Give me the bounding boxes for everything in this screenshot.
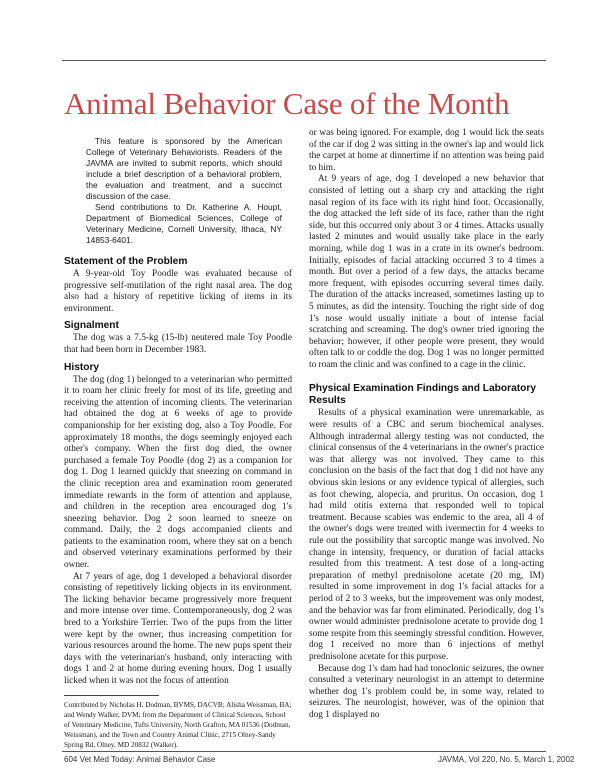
footer-page-info: 604 Vet Med Today: Animal Behavior Case (64, 755, 216, 764)
top-rule (62, 60, 546, 61)
physical-exam-paragraph-2: Because dog 1's dam had had tonoclonic seizures, the owner consulted a veterinary neurologist in an attempt to determine whether dog 1's problem could be, in some way, related to seizures. The neurologist, however, was of the opinion that dog 1 displayed no (309, 663, 544, 720)
signalment-text: The dog was a 7.5-kg (15-lb) neutered male Toy Poodle that had been born in December 1983. (64, 333, 292, 355)
contributor-note (64, 700, 292, 751)
contributor-separator (64, 695, 159, 696)
contributor-text: Contributed by Nicholas H. Dodman, BVMS, DACVB; Alisha Weissman, BA; and Wendy Walker, DVM; from the Department of Clinical Sciences, School of Veterinary Medicine, Tufts University, North Grafton, MA 01536 (Dodman, Weissman), and the Town and Country Animal Clinic, 2715 Olney-Sandy Spring Rd, Olney, MD 20832 (Walker). (64, 700, 292, 750)
history-paragraph-2: At 7 years of age, dog 1 developed a behavioral disorder consisting of repetitively licking objects in its environment. The licking behavior became progressively more frequent and more intense over time. Contemporaneously, dog 2 was bred to a Yorkshire Terrier. Two of the pups from the litter were kept by the owner, thus increasing competition for various resources around the home. The new pups spent their days with the veterinarian's husband, only interacting with dogs 1 and 2 at home during evening hours. Dog 1 usually licked when it was not the focus of attention (64, 571, 292, 686)
statement-heading: Statement of the Problem (64, 256, 188, 267)
statement-text: A 9-year-old Toy Poodle was evaluated because of progressive self-mutilation of the right nasal area. The dog also had a history of repetitive licking of items in its environment. (64, 269, 292, 314)
page-title: Animal Behavior Case of the Month (64, 86, 510, 121)
sponsor-paragraph-1: This feature is sponsored by the American College of Veterinary Behaviorists. Readers of the JAVMA are invited to submit reports, which should include a brief description of a behavioral problem, the evaluation and treatment, and a succinct discussion of the case. (86, 136, 282, 201)
history-paragraph-1: The dog (dog 1) belonged to a veterinarian who permitted it to roam her clinic freely for most of its life, greeting and receiving the attention of incoming clients. The veterinarian had obtained the dog at 6 weeks of age to provide companionship for her existing dog, also a Toy Poodle. For approximately 18 months, the dogs seemingly enjoyed each other's company. When the first dog died, the owner purchased a female Toy Poodle (dog 2) as a companion for dog 1. Dog 1 learned quickly that sneezing on command in the clinic reception area and examination room generated immediate rewards in the form of attention and applause, and children in the reception area encouraged dog 1's sneezing behavior. Dog 2 soon learned to sneeze on command. Daily, the 2 dogs accompanied clients and patients to the examination room, where they sat on a bench and observed veterinary examinations performed by their owner. (64, 374, 292, 571)
right-column (309, 128, 544, 722)
bottom-rule (62, 751, 546, 752)
sponsor-paragraph-2: Send contributions to Dr. Katherine A. Houpt, Department of Biomedical Sciences, College of Veterinary Medicine, Cornell University, Ithaca, NY 14853-6401. (86, 202, 282, 245)
signalment-heading: Signalment (64, 320, 119, 332)
sponsor-note (64, 136, 292, 246)
footer-journal-info: JAVMA, Vol 220, No. 5, March 1, 2002 (438, 755, 575, 764)
left-column (64, 136, 292, 751)
history-heading: History (64, 361, 100, 373)
history-continued-paragraph: or was being ignored. For example, dog 1 would lick the seats of the car if dog 2 was sitting in the owner's lap and would lick the carpet at home at dinnertime if no attention was being paid to him. (309, 128, 544, 173)
physical-exam-paragraph-1: Results of a physical examination were unremarkable, as were results of a CBC and serum biochemical analyses. Although intradermal allergy testing was not conducted, the clinical consensus of the 4 veterinarians in the owner's practice was that allergy was not involved. They came to this conclusion on the basis of the fact that dog 1 did not have any obvious skin lesions or any evidence typical of allergies, such as foot chewing, alopecia, and pruritus. On occasion, dog 1 had mild otitis externa that responded well to topical treatment. Because scabies was endemic to the area, all 4 of the owner's dogs were treated with ivermectin for 4 weeks to rule out the possibility that sarcoptic mange was involved. No change in intensity, frequency, or duration of facial attacks resulted from this treatment. A test dose of a long-acting preparation of methyl prednisolone acetate (20 mg, IM) resulted in some improvement in dog 1's facial attacks for a period of 2 to 3 weeks, but the improvement was only modest, and the behavior was far from eliminated. Periodically, dog 1's owner would administer prednisolone acetate to provide dog 1 some respite from this seemingly stressful condition. However, dog 1 received no more than 6 injections of methyl prednisolone acetate for this purpose. (309, 408, 544, 662)
physical-exam-heading: Physical Examination Findings and Laboratory Results (309, 383, 537, 407)
history-paragraph-3: At 9 years of age, dog 1 developed a new behavior that consisted of letting out a sharp cry and attacking the right nasal region of its face with its right hind foot. Occasionally, the dog attacked the left side of its face, rather than the right side, but this occurred only about 3 or 4 times. Attacks usually lasted 2 minutes and would usually take place in the early morning, while dog 1 was in a crate in its owner's bedroom. Initially, episodes of facial attacking occurred 3 to 4 times a month. But over a period of a few days, the attacks became more frequent, with episodes occurring several times daily. The duration of the attacks increased, sometimes lasting up to 5 minutes, as did the intensity. Touching the right side of dog 1's nose would usually initiate a bout of intense facial scratching and screaming. The dog's owner tried ignoring the behavior; however, if other people were present, they would often talk to or coddle the dog. Dog 1 was no longer permitted to roam the clinic and was confined to a cage in the clinic. (309, 174, 544, 370)
